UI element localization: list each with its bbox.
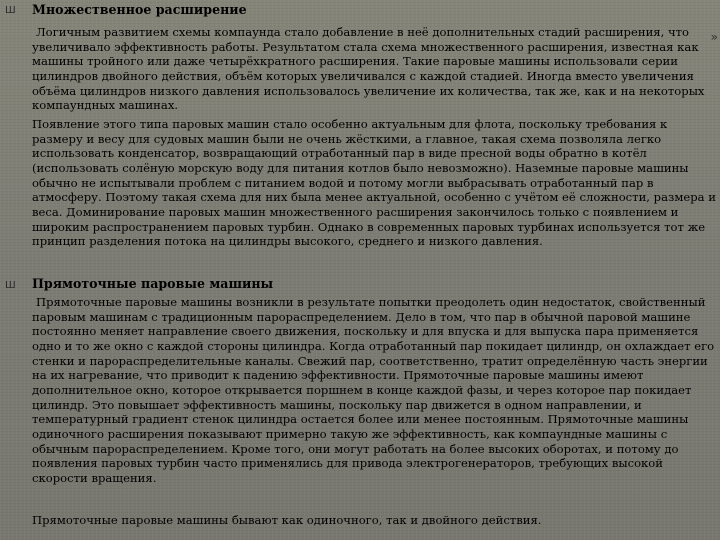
paragraph-uniflow-description: Прямоточные паровые машины возникли в результате попытки преодолеть один недостаток, свойственный паровым машинам с традиционным парораспределением. Дело в том, что пар в обычной паровой машине постоянно меняет направление своего движения, поскольку и для впуска и для выпуска пара применяется одно и то же окно с каждой стороны цилиндра. Когда отработанный пар покидает цилиндр, он охлаждает его стенки и парораспределительные каналы. Свежий пар, соответственно, тратит определённую часть энергии на их нагревание, что приводит к падению эффективности. Прямоточные паровые машины имеют дополнительное окно, которое открывается поршнем в конце каждой фазы, и через которое пар покидает цилиндр. Это повышает эффективность машины, поскольку пар движется в одном направлении, и температурный градиент стенок цилиндра остается более или менее постоянным. Прямоточные машины одиночного расширения показывают примерно такую же эффективность, как компаундные машины с обычным парораспределением. Кроме того, они могут работать на более высоких оборотах, и потому до появления паровых турбин часто применялись для привода электрогенераторов, требующих высокой скорости вращения. xyxy=(32,295,715,485)
bullet-icon: Ш xyxy=(5,5,16,16)
bullet-icon: Ш xyxy=(5,280,16,291)
paragraph-multiple-expansion-intro: Логичным развитием схемы компаунда стало добавление в неё дополнительных стадий расширения, что увеличивало эффективность работы. Результатом стала схема множественного расширения, известная как машины тройного или даже четырёхкратного расширения. Такие паровые машины использовали серии цилиндров двойного действия, объём которых увеличивался с каждой стадией. Иногда вместо увеличения объёма цилиндров низкого давления использовалось увеличение их количества, так же, как и на некоторых компаундных машинах. xyxy=(32,25,705,113)
side-arrow-icon: » xyxy=(710,30,718,44)
section-heading-multiple-expansion: Множественное расширение xyxy=(32,2,247,17)
paragraph-uniflow-types: Прямоточные паровые машины бывают как одиночного, так и двойного действия. xyxy=(32,513,542,527)
section-heading-uniflow: Прямоточные паровые машины xyxy=(32,276,274,291)
paragraph-multiple-expansion-fleet: Появление этого типа паровых машин стало особенно актуальным для флота, поскольку требования к размеру и весу для судовых машин были не очень жёсткими, а главное, такая схема позволяла легко использовать конденсатор, возвращающий отработанный пар в виде пресной воды обратно в котёл (использовать солёную морскую воду для питания котлов было невозможно). Наземные паровые машины обычно не испытывали проблем с питанием водой и потому могли выбрасывать отработанный пар в атмосферу. Поэтому такая схема для них была менее актуальной, особенно с учётом её сложности, размера и веса. Доминирование паровых машин множественного расширения закончилось только с появлением и широким распространением паровых турбин. Однако в современных паровых турбинах используется тот же принцип разделения потока на цилиндры высокого, среднего и низкого давления. xyxy=(32,117,716,249)
